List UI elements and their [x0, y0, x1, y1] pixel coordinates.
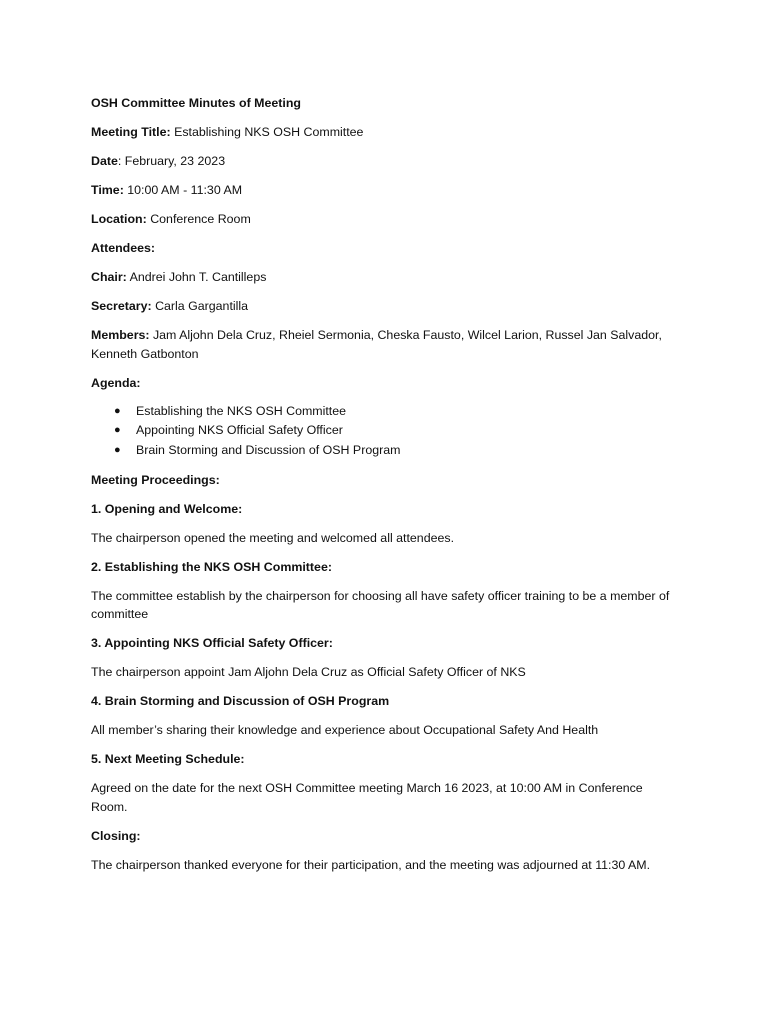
- time-label: Time:: [91, 183, 124, 197]
- location-line: [91, 210, 681, 229]
- section-body: All member’s sharing their knowledge and experience about Occupational Safety And Health: [91, 723, 599, 737]
- date-label: Date: [91, 154, 118, 168]
- agenda-item-text: Appointing NKS Official Safety Officer: [136, 423, 343, 437]
- members-line: [91, 326, 681, 363]
- bullet-icon: ●: [114, 404, 121, 417]
- section-body: The chairperson appoint Jam Aljohn Dela Cruz as Official Safety Officer of NKS: [91, 665, 526, 679]
- location-label: Location:: [91, 212, 147, 226]
- section-body: The committee establish by the chairperson for choosing all have safety officer training to be a member of committee: [91, 588, 670, 621]
- section-heading: 5. Next Meeting Schedule:: [91, 752, 245, 766]
- chair-line: [91, 268, 681, 287]
- agenda-item: [91, 421, 681, 441]
- bullet-icon: ●: [114, 424, 121, 436]
- agenda-item-text: Brain Storming and Discussion of OSH Program: [136, 442, 401, 457]
- document-page: [91, 94, 681, 885]
- proceedings-heading: Meeting Proceedings:: [91, 472, 220, 487]
- agenda-list: [91, 402, 681, 461]
- meeting-title-label: Meeting Title:: [91, 125, 171, 139]
- meeting-title-value: Establishing NKS OSH Committee: [170, 125, 364, 139]
- secretary-label: Secretary:: [91, 299, 152, 313]
- agenda-item-text: Establishing the NKS OSH Committee: [136, 403, 347, 418]
- chair-label: Chair:: [91, 270, 127, 284]
- bullet-icon: ●: [114, 443, 121, 456]
- date-line: [91, 152, 681, 171]
- chair-value: Andrei John T. Cantilleps: [126, 270, 267, 284]
- closing-body: The chairperson thanked everyone for their participation, and the meeting was adjourned at 11:30 AM.: [91, 857, 651, 872]
- section-body: The chairperson opened the meeting and welcomed all attendees.: [91, 530, 455, 545]
- section-heading: 2. Establishing the NKS OSH Committee:: [91, 559, 332, 574]
- date-value: : February, 23 2023: [117, 154, 226, 168]
- agenda-item: [91, 441, 681, 461]
- time-value: 10:00 AM - 11:30 AM: [123, 183, 243, 197]
- secretary-value: Carla Gargantilla: [151, 299, 249, 313]
- members-label: Members:: [91, 328, 150, 342]
- document-title: OSH Committee Minutes of Meeting: [91, 96, 301, 110]
- members-value: Jam Aljohn Dela Cruz, Rheiel Sermonia, Cheska Fausto, Wilcel Larion, Russel Jan Salvador, Kenneth Gatbonton: [91, 328, 662, 361]
- meeting-title-line: [91, 123, 681, 142]
- attendees-heading: Attendees:: [91, 241, 156, 255]
- location-value: Conference Room: [146, 212, 251, 226]
- section-heading: 3. Appointing NKS Official Safety Officer:: [91, 636, 333, 650]
- section-heading: 4. Brain Storming and Discussion of OSH Program: [91, 694, 390, 708]
- closing-heading: Closing:: [91, 828, 141, 843]
- secretary-line: [91, 297, 681, 316]
- section-heading: 1. Opening and Welcome:: [91, 501, 243, 516]
- agenda-item: [91, 402, 681, 422]
- time-line: [91, 181, 681, 200]
- agenda-heading: Agenda:: [91, 375, 141, 390]
- section-body: Agreed on the date for the next OSH Committee meeting March 16 2023, at 10:00 AM in Conference Room.: [91, 781, 643, 814]
